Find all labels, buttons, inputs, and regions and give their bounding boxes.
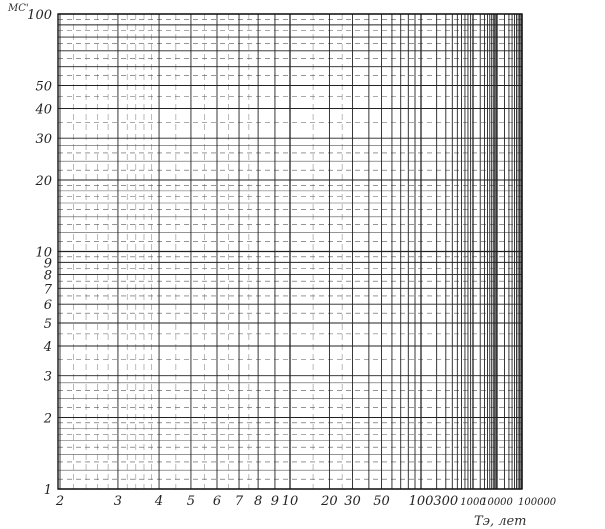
x-tick-label: 9 (270, 494, 280, 509)
x-tick-label: 10 (281, 494, 299, 509)
x-tick-label: 6 (212, 494, 222, 509)
y-tick-label: 10 (35, 245, 52, 261)
major-grid (58, 14, 522, 489)
y-tick-label: 5 (43, 316, 52, 332)
x-tick-label: 3 (113, 494, 123, 509)
x-tick-label: 100000 (518, 497, 557, 508)
y-tick-label: 9 (43, 256, 52, 272)
x-tick-label: 1000 (460, 497, 486, 508)
x-tick-label: 7 (234, 494, 244, 509)
y-tick-label: 30 (35, 132, 52, 148)
x-axis-title: Тэ, лет (474, 514, 527, 529)
y-tick-label: 2 (43, 411, 52, 427)
x-tick-label: 30 (344, 494, 361, 509)
y-tick-label: 7 (43, 282, 52, 298)
x-tick-label: 300 (433, 494, 459, 509)
y-tick-label: 40 (35, 102, 52, 118)
x-tick-label: 20 (321, 494, 338, 509)
y-axis-title: МС' (8, 3, 29, 14)
x-tick-label: 5 (186, 494, 196, 509)
x-tick-label: 8 (253, 494, 263, 509)
y-tick-label: 100 (27, 8, 52, 23)
y-tick-label: 3 (43, 369, 52, 385)
x-tick-label: 50 (373, 494, 390, 509)
x-tick-label: 2 (55, 494, 65, 509)
y-tick-label: 4 (43, 340, 52, 356)
y-tick-label: 20 (35, 174, 52, 190)
x-axis-tick-labels (55, 494, 557, 509)
x-tick-label: 100 (408, 494, 434, 509)
y-axis-tick-labels (27, 8, 53, 498)
x-tick-label: 4 (154, 494, 164, 509)
y-tick-label: 6 (43, 298, 52, 314)
x-tick-label: 10000 (481, 497, 513, 508)
y-tick-label: 8 (43, 268, 52, 284)
y-tick-label: 50 (35, 79, 52, 95)
y-tick-label: 1 (43, 483, 52, 498)
